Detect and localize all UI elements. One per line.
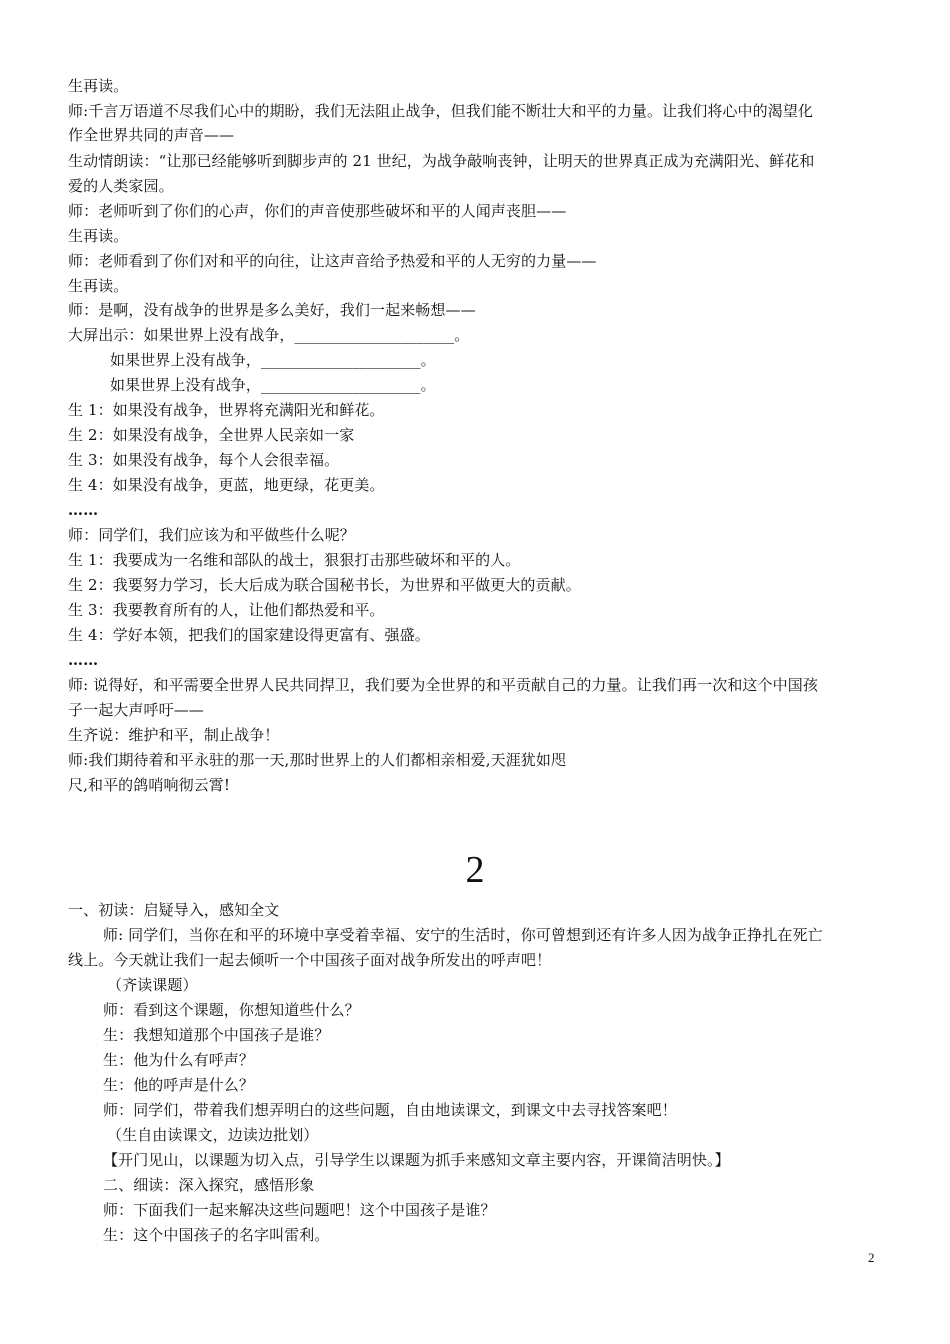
section-heading: 2 (465, 849, 485, 891)
text-line: 一、初读：启疑导入，感知全文 (68, 901, 280, 919)
text-line: 师：下面我们一起来解决这些问题吧！这个中国孩子是谁？ (103, 1201, 496, 1219)
text-line: 大屏出示：如果世界上没有战争，_____________________。 (68, 326, 470, 344)
text-line: 生 4：学好本领，把我们的国家建设得更富有、强盛。 (68, 626, 430, 644)
text-line: 如果世界上没有战争，_____________________。 (110, 376, 436, 394)
text-line: 二、细读：深入探究，感悟形象 (103, 1176, 315, 1194)
text-line: 生 2：我要努力学习，长大后成为联合国秘书长，为世界和平做更大的贡献。 (68, 576, 581, 594)
text-line: 生：他的呼声是什么？ (103, 1076, 255, 1094)
text-line: 生再读。 (68, 277, 129, 295)
text-line: 【开门见山，以课题为切入点，引导学生以课题为抓手来感知文章主要内容，开课简洁明快。】 (103, 1151, 730, 1169)
text-line: 生：这个中国孩子的名字叫雷利。 (103, 1226, 330, 1244)
text-line: 生：我想知道那个中国孩子是谁？ (103, 1026, 330, 1044)
text-line: 生 4：如果没有战争，更蓝，地更绿，花更美。 (68, 476, 385, 494)
text-line: 生再读。 (68, 77, 129, 95)
text-line: 作全世界共同的声音—— (68, 126, 235, 144)
ellipsis-line: …… (68, 501, 99, 519)
ellipsis-line: …… (68, 651, 99, 669)
text-line: 生 3：如果没有战争，每个人会很幸福。 (68, 451, 340, 469)
page-number: 2 (868, 1250, 875, 1265)
text-line: 生 3：我要教育所有的人，让他们都热爱和平。 (68, 601, 385, 619)
text-line: 线上。今天就让我们一起去倾听一个中国孩子面对战争所发出的呼声吧！ (68, 951, 552, 969)
text-line: 如果世界上没有战争，_____________________。 (110, 351, 436, 369)
text-line: 生齐说：维护和平，制止战争！ (68, 726, 280, 744)
text-line: （齐读课题） (107, 976, 198, 994)
text-line: （生自由读课文，边读边批划） (107, 1126, 319, 1144)
text-line: 爱的人类家园。 (68, 177, 174, 195)
text-line: 生 1：如果没有战争，世界将充满阳光和鲜花。 (68, 401, 385, 419)
text-line: 师：看到这个课题，你想知道些什么？ (103, 1001, 360, 1019)
text-line: 师：同学们，带着我们想弄明白的这些问题，自由地读课文，到课文中去寻找答案吧！ (103, 1101, 677, 1119)
text-line: 师：同学们，我们应该为和平做些什么呢？ (68, 526, 355, 544)
text-line: 师: 同学们，当你在和平的环境中享受着幸福、安宁的生活时，你可曾想到还有许多人因为战争正挣扎在死亡 (103, 926, 823, 944)
text-line: 师:我们期待着和平永驻的那一天,那时世界上的人们都相亲相爱,天涯犹如咫 (68, 751, 567, 769)
text-line: 师：是啊，没有战争的世界是多么美好，我们一起来畅想—— (68, 301, 476, 319)
text-line: 子一起大声呼吁—— (68, 701, 204, 719)
text-line: 师:千言万语道不尽我们心中的期盼，我们无法阻止战争，但我们能不断壮大和平的力量。让我们将心中的渴望化 (68, 102, 814, 120)
text-line: 师：老师听到了你们的心声，你们的声音使那些破坏和平的人闻声丧胆—— (68, 202, 567, 220)
text-line: 生 1：我要成为一名维和部队的战士，狠狠打击那些破坏和平的人。 (68, 551, 521, 569)
text-line: 生再读。 (68, 227, 129, 245)
text-line: 生：他为什么有呼声？ (103, 1051, 255, 1069)
text-line: 师: 说得好，和平需要全世界人民共同捍卫，我们要为全世界的和平贡献自己的力量。让我们再一次和这个中国孩 (68, 676, 818, 694)
text-line: 生 2：如果没有战争，全世界人民亲如一家 (68, 426, 355, 444)
text-line: 尺,和平的鸽哨响彻云霄! (68, 776, 230, 794)
text-line: 师：老师看到了你们对和平的向往，让这声音给予热爱和平的人无穷的力量—— (68, 252, 597, 270)
text-line: 生动情朗读：“让那已经能够听到脚步声的 21 世纪，为战争敲响丧钟，让明天的世界真正成为充满阳光、鲜花和 (68, 152, 815, 170)
